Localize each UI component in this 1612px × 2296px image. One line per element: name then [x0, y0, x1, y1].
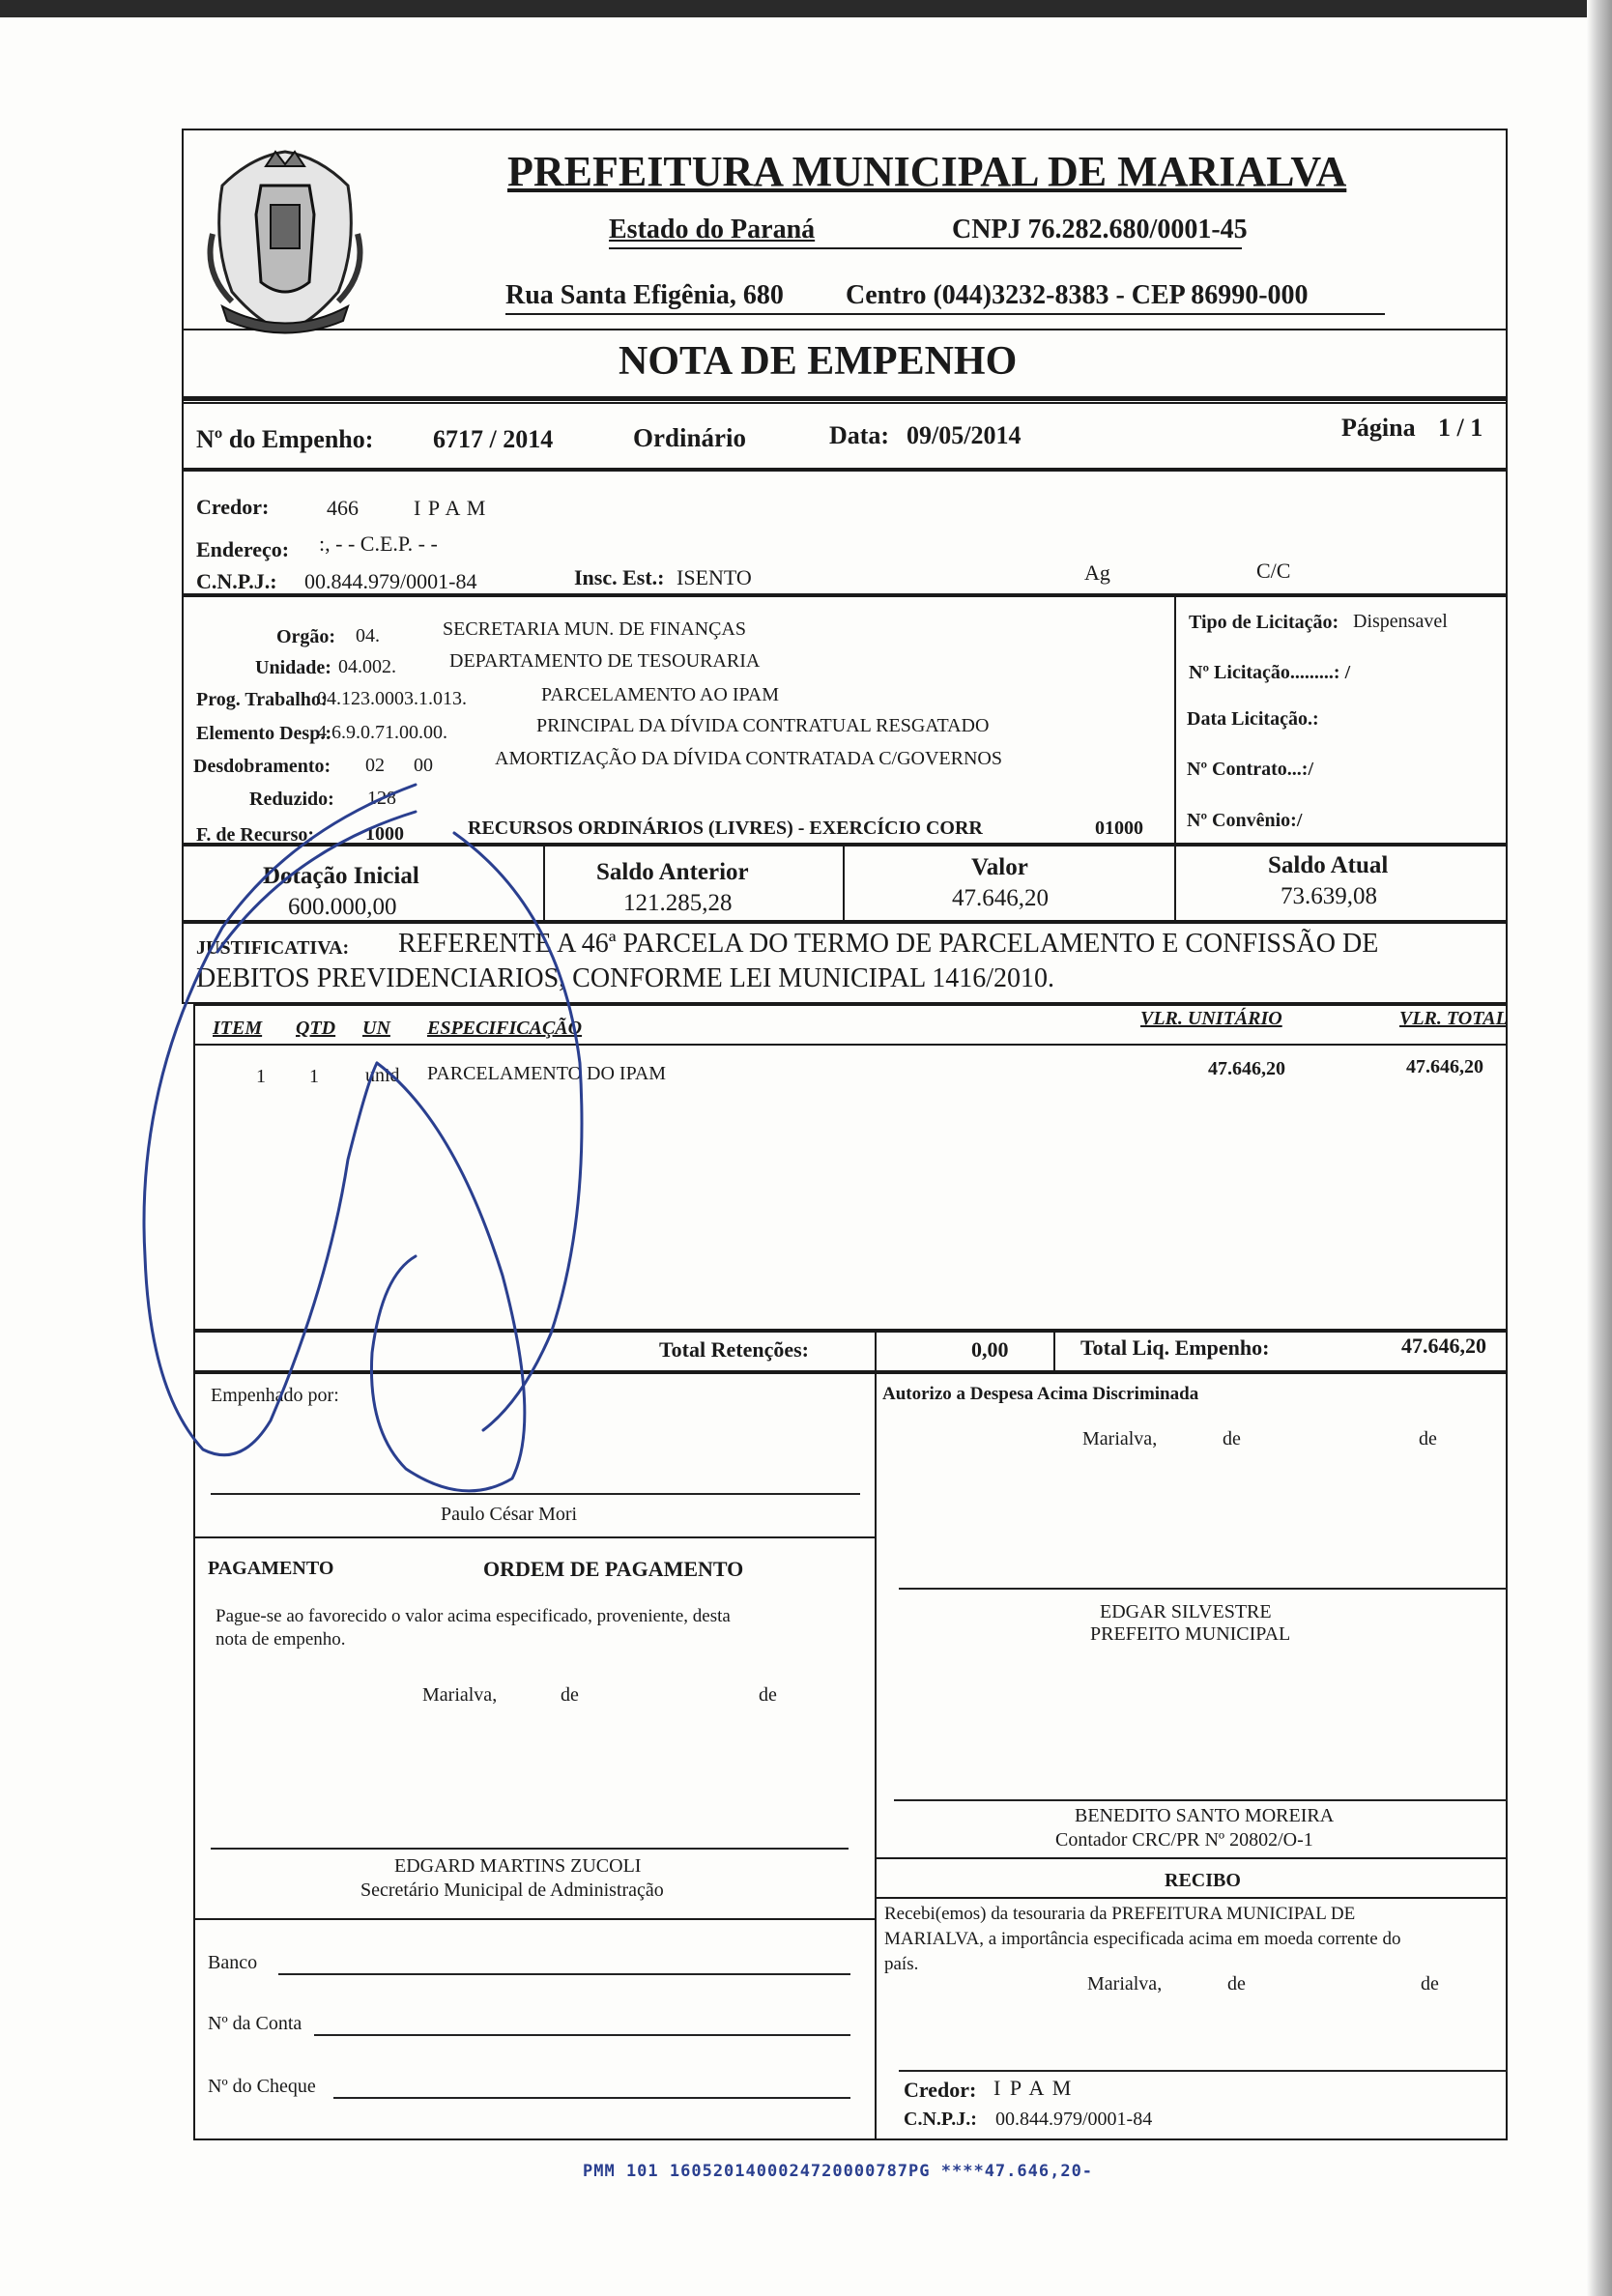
contador-name: BENEDITO SANTO MOREIRA — [1075, 1805, 1335, 1826]
elemento-code: 4.6.9.0.71.00.00. — [317, 722, 447, 743]
saldo-anterior-value: 121.285,28 — [623, 890, 733, 916]
col-especificacao: ESPECIFICAÇÃO — [427, 1018, 583, 1039]
header-contact: Centro (044)3232-8383 - CEP 86990-000 — [846, 280, 1309, 310]
recibo-place: Marialva, — [1087, 1973, 1163, 1995]
prog-trabalho-code: 04.123.0003.1.013. — [317, 688, 467, 709]
pagamento-de2: de — [759, 1684, 777, 1706]
recibo-credor: I P A M — [993, 2076, 1074, 2100]
document-title: NOTA DE EMPENHO — [619, 339, 1018, 384]
page-number: 1 / 1 — [1438, 414, 1483, 442]
convenio-label: Nº Convênio:/ — [1187, 810, 1303, 831]
desdobramento-label: Desdobramento: — [193, 756, 331, 777]
elemento-name: PRINCIPAL DA DÍVIDA CONTRATUAL RESGATADO — [536, 715, 990, 736]
justificativa-label: JUSTIFICATIVA: — [196, 937, 350, 959]
recibo-line2: MARIALVA, a importância especificada acima em moeda corrente do — [884, 1929, 1401, 1949]
autenticacao-code: PMM 101 1605201400024720000787PG ****47.646,20- — [583, 2162, 1094, 2181]
reduzido-value: 128 — [367, 788, 396, 809]
empenho-type: Ordinário — [633, 423, 747, 452]
recurso-label: F. de Recurso: — [196, 824, 315, 846]
autorizo-de1: de — [1223, 1428, 1241, 1449]
banco-label: Banco — [208, 1952, 258, 1973]
liquido-value: 47.646,20 — [1401, 1334, 1486, 1358]
credor-label: Credor: — [196, 495, 270, 519]
dotacao-value: 600.000,00 — [288, 894, 397, 920]
credor-cnpj-label: C.N.P.J.: — [196, 569, 277, 593]
prefeito-role: PREFEITO MUNICIPAL — [1090, 1623, 1291, 1645]
retencoes-value: 0,00 — [971, 1337, 1009, 1362]
prog-trabalho-label: Prog. Trabalho: — [196, 689, 328, 710]
conta-label: Nº da Conta — [208, 2013, 302, 2034]
header-title: PREFEITURA MUNICIPAL DE MARIALVA — [507, 148, 1347, 195]
orgao-label: Orgão: — [276, 626, 336, 647]
unidade-label: Unidade: — [255, 657, 331, 678]
contador-role: Contador CRC/PR Nº 20802/O-1 — [1055, 1829, 1313, 1851]
tipo-licitacao-label: Tipo de Licitação: — [1189, 612, 1339, 633]
row-item: 1 — [256, 1066, 266, 1087]
recibo-line3: país. — [884, 1954, 919, 1974]
recurso-code: 1000 — [365, 823, 404, 845]
recibo-de2: de — [1421, 1973, 1439, 1995]
recurso-name: RECURSOS ORDINÁRIOS (LIVRES) - EXERCÍCIO CORR — [468, 818, 983, 839]
num-licitacao-label: Nº Licitação.........: / — [1189, 662, 1351, 683]
valor-value: 47.646,20 — [952, 885, 1049, 911]
autorizo-label: Autorizo a Despesa Acima Discriminada — [882, 1384, 1199, 1404]
pagamento-text-2: nota de empenho. — [216, 1629, 346, 1650]
desdobramento-code: 02 00 — [365, 755, 433, 776]
header-cnpj: CNPJ 76.282.680/0001-45 — [952, 215, 1248, 244]
empenhado-name: Paulo César Mori — [441, 1504, 578, 1525]
row-unit-value: 47.646,20 — [1208, 1058, 1285, 1079]
orgao-code: 04. — [356, 625, 380, 646]
credor-cnpj: 00.844.979/0001-84 — [304, 569, 477, 593]
retencoes-label: Total Retenções: — [659, 1337, 809, 1362]
recibo-de1: de — [1227, 1973, 1246, 1995]
contrato-label: Nº Contrato...:/ — [1187, 759, 1314, 780]
ordem-pagamento-label: ORDEM DE PAGAMENTO — [483, 1557, 744, 1581]
col-vlr-unitario: VLR. UNITÁRIO — [1140, 1008, 1282, 1029]
elemento-label: Elemento Desp.: — [196, 723, 331, 744]
address-label: Endereço: — [196, 537, 290, 561]
pagamento-place: Marialva, — [422, 1684, 498, 1706]
prefeito-name: EDGAR SILVESTRE — [1100, 1601, 1272, 1622]
header-street: Rua Santa Efigênia, 680 — [505, 280, 784, 310]
credor-name: I P A M — [414, 496, 487, 520]
insc-value: ISENTO — [676, 565, 752, 589]
ag-label: Ag — [1084, 560, 1110, 585]
saldo-anterior-label: Saldo Anterior — [596, 859, 749, 885]
recibo-credor-label: Credor: — [904, 2078, 977, 2102]
credor-code: 466 — [327, 496, 359, 520]
empenho-date-label: Data: — [829, 421, 890, 449]
col-un: UN — [362, 1018, 390, 1039]
empenhado-label: Empenhado por: — [211, 1385, 339, 1406]
row-total-value: 47.646,20 — [1406, 1056, 1483, 1077]
prog-trabalho-name: PARCELAMENTO AO IPAM — [541, 684, 779, 705]
secretario-role: Secretário Municipal de Administração — [360, 1880, 664, 1901]
data-licitacao-label: Data Licitação.: — [1187, 708, 1319, 730]
address-value: :, - - C.E.P. - - — [319, 531, 438, 556]
recibo-title: RECIBO — [1165, 1870, 1241, 1891]
recurso-number: 01000 — [1095, 818, 1143, 839]
empenho-number: 6717 / 2014 — [433, 425, 554, 453]
valor-label: Valor — [971, 854, 1028, 880]
liquido-label: Total Liq. Empenho: — [1080, 1335, 1270, 1360]
row-spec: PARCELAMENTO DO IPAM — [427, 1063, 667, 1084]
recibo-line1: Recebi(emos) da tesouraria da PREFEITURA MUNICIPAL DE — [884, 1904, 1356, 1924]
col-item: ITEM — [213, 1018, 263, 1039]
justificativa-line2: DEBITOS PREVIDENCIARIOS, CONFORME LEI MUNICIPAL 1416/2010. — [196, 963, 1055, 993]
pagamento-text-1: Pague-se ao favorecido o valor acima especificado, proveniente, desta — [216, 1606, 731, 1626]
tipo-licitacao: Dispensavel — [1353, 611, 1448, 632]
desdobramento-name: AMORTIZAÇÃO DA DÍVIDA CONTRATADA C/GOVERNOS — [495, 748, 1002, 769]
autorizo-de2: de — [1419, 1428, 1437, 1449]
header-state: Estado do Paraná — [609, 215, 816, 244]
recibo-cnpj: 00.844.979/0001-84 — [995, 2109, 1153, 2130]
col-vlr-total: VLR. TOTAL — [1399, 1008, 1508, 1029]
pagamento-de1: de — [561, 1684, 579, 1706]
row-un: unid — [365, 1065, 400, 1086]
cheque-label: Nº do Cheque — [208, 2076, 316, 2097]
cc-label: C/C — [1256, 559, 1291, 583]
secretario-name: EDGARD MARTINS ZUCOLI — [394, 1855, 642, 1877]
saldo-atual-label: Saldo Atual — [1268, 852, 1389, 878]
reduzido-label: Reduzido: — [249, 789, 334, 810]
unidade-code: 04.002. — [338, 656, 396, 677]
saldo-atual-value: 73.639,08 — [1281, 883, 1377, 909]
page-label: Página — [1341, 414, 1416, 442]
empenho-number-label: Nº do Empenho: — [196, 425, 374, 453]
unidade-name: DEPARTAMENTO DE TESOURARIA — [449, 650, 761, 672]
empenho-date: 09/05/2014 — [907, 421, 1022, 449]
orgao-name: SECRETARIA MUN. DE FINANÇAS — [443, 618, 746, 640]
col-qtd: QTD — [296, 1018, 336, 1039]
dotacao-label: Dotação Inicial — [263, 863, 419, 889]
pagamento-label: PAGAMENTO — [208, 1558, 334, 1579]
recibo-cnpj-label: C.N.P.J.: — [904, 2109, 977, 2130]
insc-label: Insc. Est.: — [574, 565, 665, 589]
row-qtd: 1 — [309, 1066, 319, 1087]
autorizo-place: Marialva, — [1082, 1428, 1158, 1449]
justificativa-line1: REFERENTE A 46ª PARCELA DO TERMO DE PARCELAMENTO E CONFISSÃO DE — [398, 929, 1379, 959]
